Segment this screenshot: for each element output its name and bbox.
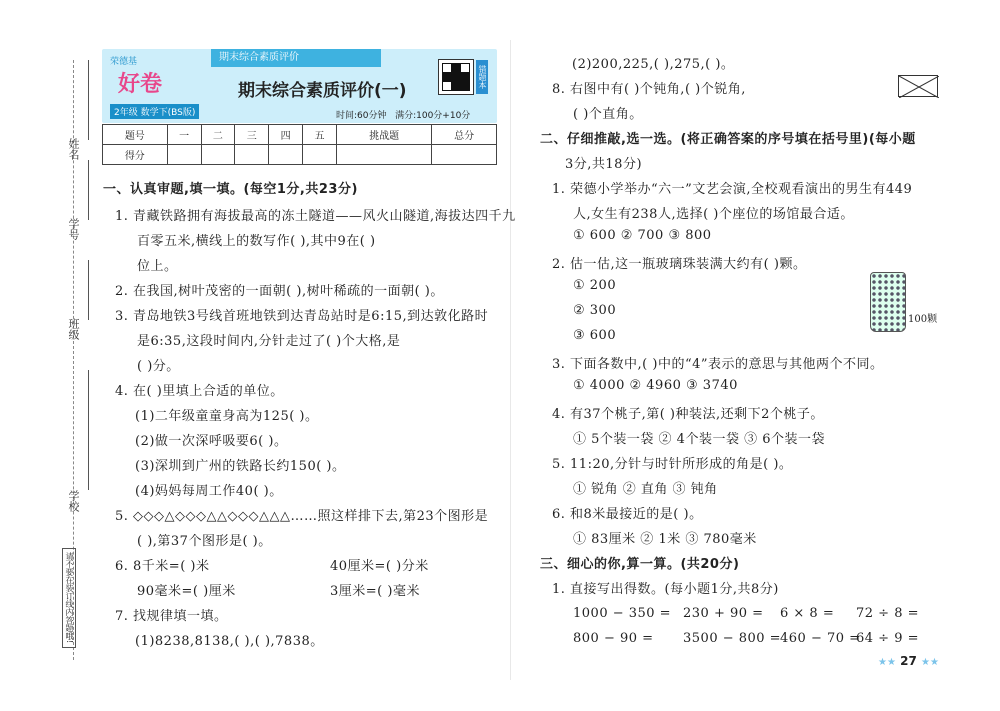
question-line: ③ 600: [573, 328, 617, 343]
qr-tag: 错题本: [476, 60, 488, 94]
star-icon: ★★: [921, 657, 939, 668]
column-divider: [510, 40, 511, 680]
score-cell[interactable]: [167, 145, 201, 165]
brand-logo: 好卷: [118, 72, 163, 97]
question-line: ① 锐角 ② 直角 ③ 钝角: [573, 482, 718, 497]
question-line: 64 ÷ 9 =: [856, 631, 919, 646]
question-line: 3. 下面各数中,( )中的“4”表示的意思与其他两个不同。: [552, 357, 884, 372]
question-line: 2. 估一估,这一瓶玻璃珠装满大约有( )颗。: [552, 257, 807, 272]
time-text: 时间:60分钟: [336, 111, 387, 121]
brand-top: 荣德基: [110, 57, 138, 67]
question-line: (1)二年级童童身高为125( )。: [135, 409, 319, 424]
question-line: 5. 11:20,分针与时针所形成的角是( )。: [552, 457, 793, 472]
score-cell: 五: [303, 125, 337, 145]
section-heading: 一、认真审题,填一填。(每空1分,共23分): [103, 182, 358, 197]
score-cell: 四: [269, 125, 303, 145]
page-title: 期末综合素质评价(一): [238, 81, 407, 101]
qr-code-icon[interactable]: [439, 60, 473, 94]
score-text: 满分:100分+10分: [395, 111, 471, 121]
score-cell[interactable]: [235, 145, 269, 165]
class-line: [88, 260, 89, 320]
question-line: 8. 右图中有( )个钝角,( )个锐角,: [552, 82, 746, 97]
brand-block: [110, 54, 200, 118]
question-line: 3500 − 800 =: [683, 631, 782, 646]
question-line: 1. 青藏铁路拥有海拔最高的冻土隧道——风火山隧道,海拔达四千九: [115, 209, 516, 224]
question-line: (3)深圳到广州的铁路长约150( )。: [135, 459, 346, 474]
question-line: 230 + 90 =: [683, 606, 764, 621]
score-cell[interactable]: [201, 145, 235, 165]
page-number: [878, 654, 939, 668]
question-line: ① 5个装一袋 ② 4个装一袋 ③ 6个装一袋: [573, 432, 825, 447]
score-cell: 总分: [432, 125, 497, 145]
question-line: ( )个直角。: [573, 107, 643, 122]
id-line: [88, 160, 89, 220]
section-heading: 三、细心的你,算一算。(共20分): [540, 557, 740, 572]
question-line: 90毫米=( )厘米: [137, 584, 236, 599]
grade-badge: 2年级 数学下(BS版): [110, 104, 199, 119]
binding-warning: 请不要在装订线内答题哦!: [62, 548, 76, 648]
header-tab: 期末综合素质评价: [211, 49, 381, 67]
question-line: ① 600 ② 700 ③ 800: [573, 228, 712, 243]
question-line: (1)8238,8138,( ),( ),7838。: [135, 634, 324, 649]
id-label: 学号: [67, 218, 80, 240]
question-line: 3分,共18分): [565, 157, 643, 172]
question-line: 3. 青岛地铁3号线首班地铁到达青岛站时是6:15,到达敦化路时: [115, 309, 489, 324]
question-line: 6 × 8 =: [780, 606, 835, 621]
question-line: 7. 找规律填一填。: [115, 609, 228, 624]
question-line: 4. 在( )里填上合适的单位。: [115, 384, 284, 399]
question-line: 72 ÷ 8 =: [856, 606, 919, 621]
question-line: (2)200,225,( ),275,( )。: [572, 57, 735, 72]
question-line: ① 4000 ② 4960 ③ 3740: [573, 378, 738, 393]
question-line: ② 300: [573, 303, 617, 318]
question-line: ( ),第37个图形是( )。: [137, 534, 272, 549]
name-line: [88, 60, 89, 140]
question-line: 6. 8千米=( )米: [115, 559, 210, 574]
binding-margin: [0, 0, 100, 711]
question-line: 1. 直接写出得数。(每小题1分,共8分): [552, 582, 779, 597]
envelope-figure: [898, 75, 938, 97]
score-cell[interactable]: [303, 145, 337, 165]
score-cell: 挑战题: [336, 125, 431, 145]
question-line: ( )分。: [137, 359, 180, 374]
score-cell[interactable]: [432, 145, 497, 165]
score-cell: 二: [201, 125, 235, 145]
jar-label: 100颗: [908, 314, 938, 325]
question-line: ① 200: [573, 278, 617, 293]
marble-jar-figure: [870, 272, 906, 332]
question-line: 2. 在我国,树叶茂密的一面朝( ),树叶稀疏的一面朝( )。: [115, 284, 444, 299]
score-cell: 三: [235, 125, 269, 145]
question-line: 位上。: [137, 259, 178, 274]
question-line: 是6:35,这段时间内,分针走过了( )个大格,是: [137, 334, 401, 349]
name-label: 姓名: [67, 138, 80, 160]
section-heading: 二、仔细推敲,选一选。(将正确答案的序号填在括号里)(每小题: [540, 132, 916, 147]
question-line: 1. 荣德小学举办“六一”文艺会演,全校观看演出的男生有449: [552, 182, 913, 197]
question-line: 百零五米,横线上的数写作( ),其中9在( ): [137, 234, 376, 249]
question-line: 6. 和8米最接近的是( )。: [552, 507, 703, 522]
class-label: 班级: [67, 318, 80, 340]
question-line: 40厘米=( )分米: [330, 559, 429, 574]
question-line: (2)做一次深呼吸要6( )。: [135, 434, 288, 449]
question-line: 800 − 90 =: [573, 631, 654, 646]
question-line: (4)妈妈每周工作40( )。: [135, 484, 283, 499]
exam-meta: [336, 108, 470, 121]
question-line: 3厘米=( )毫米: [330, 584, 420, 599]
score-cell: 一: [167, 125, 201, 145]
star-icon: ★★: [878, 657, 896, 668]
question-line: 4. 有37个桃子,第( )种装法,还剩下2个桃子。: [552, 407, 824, 422]
score-table: [102, 124, 497, 165]
envelope-icon: [899, 76, 939, 98]
school-line: [88, 370, 89, 490]
score-cell: 题号: [103, 125, 168, 145]
score-cell: 得分: [103, 145, 168, 165]
score-cell[interactable]: [336, 145, 431, 165]
page-number-text: 27: [900, 654, 917, 668]
question-line: 460 − 70 =: [780, 631, 861, 646]
score-cell[interactable]: [269, 145, 303, 165]
question-line: 人,女生有238人,选择( )个座位的场馆最合适。: [573, 207, 854, 222]
question-line: 5. ◇◇◇△◇◇◇△△◇◇◇△△△……照这样排下去,第23个图形是: [115, 509, 489, 524]
school-label: 学校: [67, 490, 80, 512]
question-line: ① 83厘米 ② 1米 ③ 780毫米: [573, 532, 757, 547]
question-line: 1000 − 350 =: [573, 606, 672, 621]
